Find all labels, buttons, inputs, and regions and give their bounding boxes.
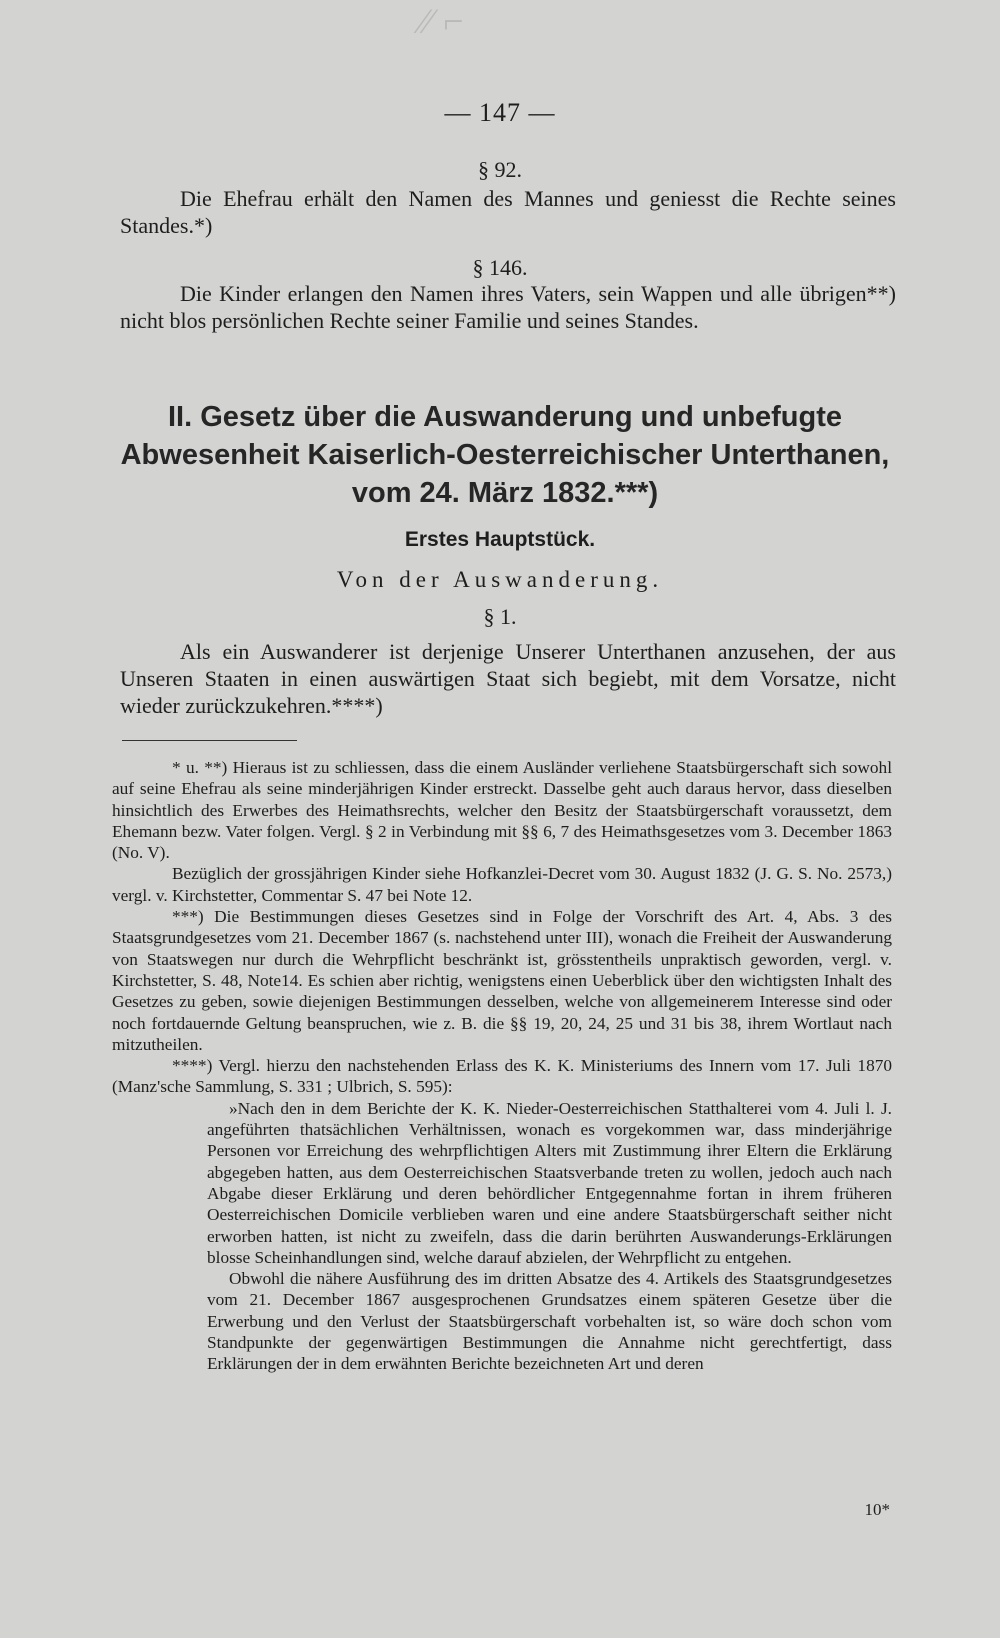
pencil-mark: ⁄⁄ ⌐	[420, 1, 466, 41]
section-146-text: Die Kinder erlangen den Namen ihres Vaters, sein Wappen und alle übrigen**) nicht blos persönlichen Rechte seiner Familie und seines Standes.	[120, 281, 896, 333]
section-92-heading: § 92.	[478, 157, 522, 182]
footnote-3: ***) Die Bestimmungen dieses Gesetzes sind in Folge der Vorschrift des Art. 4, Abs. 3 des Staatsgrundgesetzes vom 21. December 1867 (s. nachstehend unter III), wonach die Freiheit der Auswanderung von Staatswegen nur durch die Wehrpflicht beschränkt ist, grösstentheils unpraktisch geworden, vergl. v. Kirchstetter, S. 48, Note14. Es schien aber richtig, wenigstens einen Ueberblick über den wichtigsten Inhalt des Gesetzes zu geben, sowie diejenigen Bestimmungen desselben, welche von allgemeinerem Interesse sind oder noch fortdauernde Geltung beanspruchen, wie z. B. die §§ 19, 20, 24, 25 und 31 bis 38, ihrem Wortlaut nach mitzutheilen.	[112, 907, 892, 1054]
section-1-text: Als ein Auswanderer ist derjenige Unserer Unterthanen anzusehen, der aus Unseren Staaten in einen auswärtigen Staat sich begiebt, mit dem Vorsatze, nicht wieder zurückzukehren.****)	[120, 639, 896, 718]
quote-paragraph-1: »Nach den in dem Berichte der K. K. Nieder-Oesterreichischen Statthalterei vom 4. Juli l. J. angeführten thatsächlichen Verhältnissen, wonach es vorgekommen war, dass minderjährige Personen vor Erreichung des wehrpflichtigen Alters mit Zustimmung ihrer Eltern die Erklärung abgegeben hatten, aus dem Oesterreichischen Staatsverbande treten zu wollen, jedoch auch nach Abgabe dieser Erklärung und deren behördlicher Entgegennahme fortan in ihrem früheren Oesterreichischen Domicile verblieben waren und eine andere Staatsbürgerschaft seither nicht erworben hatten, ist nicht zu zweifeln, dass die darin berührten Auswanderungs-Erklärungen blosse Scheinhandlungen sind, welche darauf abzielen, der Wehrpflicht zu entgehen.	[207, 1098, 892, 1267]
section-1-heading: § 1.	[483, 604, 517, 629]
footnote-divider	[122, 740, 297, 741]
page-number: — 147 —	[444, 98, 556, 127]
chapter-subheading: Von der Auswanderung.	[336, 567, 664, 592]
quote-paragraph-2: Obwohl die nähere Ausführung des im dritten Absatze des 4. Artikels des Staatsgrundgesetzes vom 21. December 1867 ausgesprochenen Grundsatzes einem späteren Gesetze über die Erwerbung und den Verlust der Staatsbürgerschaft vorbehalten ist, so wäre doch schon vom Standpunkte der gegenwärtigen Bestimmungen die Annahme nicht gerechtfertigt, dass Erklärungen der in dem erwähnten Berichte bezeichneten Art und deren	[207, 1269, 892, 1374]
footnotes	[112, 757, 892, 1375]
chapter-heading: Erstes Hauptstück.	[404, 528, 596, 551]
footnote-quote	[112, 1098, 892, 1375]
footnote-1-continued: Bezüglich der grossjährigen Kinder siehe Hofkanzlei-Decret vom 30. August 1832 (J. G. S. No. 2573,) vergl. v. Kirchstetter, Commentar S. 47 bei Note 12.	[112, 864, 892, 905]
section-92-text: Die Ehefrau erhält den Namen des Mannes und geniesst die Rechte seines Standes.*)	[120, 186, 896, 238]
section-146-heading: § 146.	[472, 255, 528, 280]
signature-mark: 10*	[864, 1500, 890, 1519]
footnote-4: ****) Vergl. hierzu den nachstehenden Erlass des K. K. Ministeriums des Innern vom 17. Juli 1870 (Manz'sche Sammlung, S. 331 ; Ulbrich, S. 595):	[112, 1056, 892, 1097]
footnote-1: * u. **) Hieraus ist zu schliessen, dass die einem Ausländer verliehene Staatsbürgerschaft sich sowohl auf seine Ehefrau als seine minderjährigen Kinder erstreckt. Dasselbe geht auch daraus hervor, dass dieselben hinsichtlich des Erwerbes des Heimathsrechts, welcher den Besitz der Staatsbürgerschaft voraussetzt, dem Ehemann bezw. Vater folgen. Vergl. § 2 in Verbindung mit §§ 6, 7 des Heimathsgesetzes vom 3. December 1863 (No. V).	[112, 758, 892, 863]
law-title: II. Gesetz über die Auswanderung und unbefugte Abwesenheit Kaiserlich-Oesterreichischer Unterthanen, vom 24. März 1832.***)	[120, 401, 890, 509]
